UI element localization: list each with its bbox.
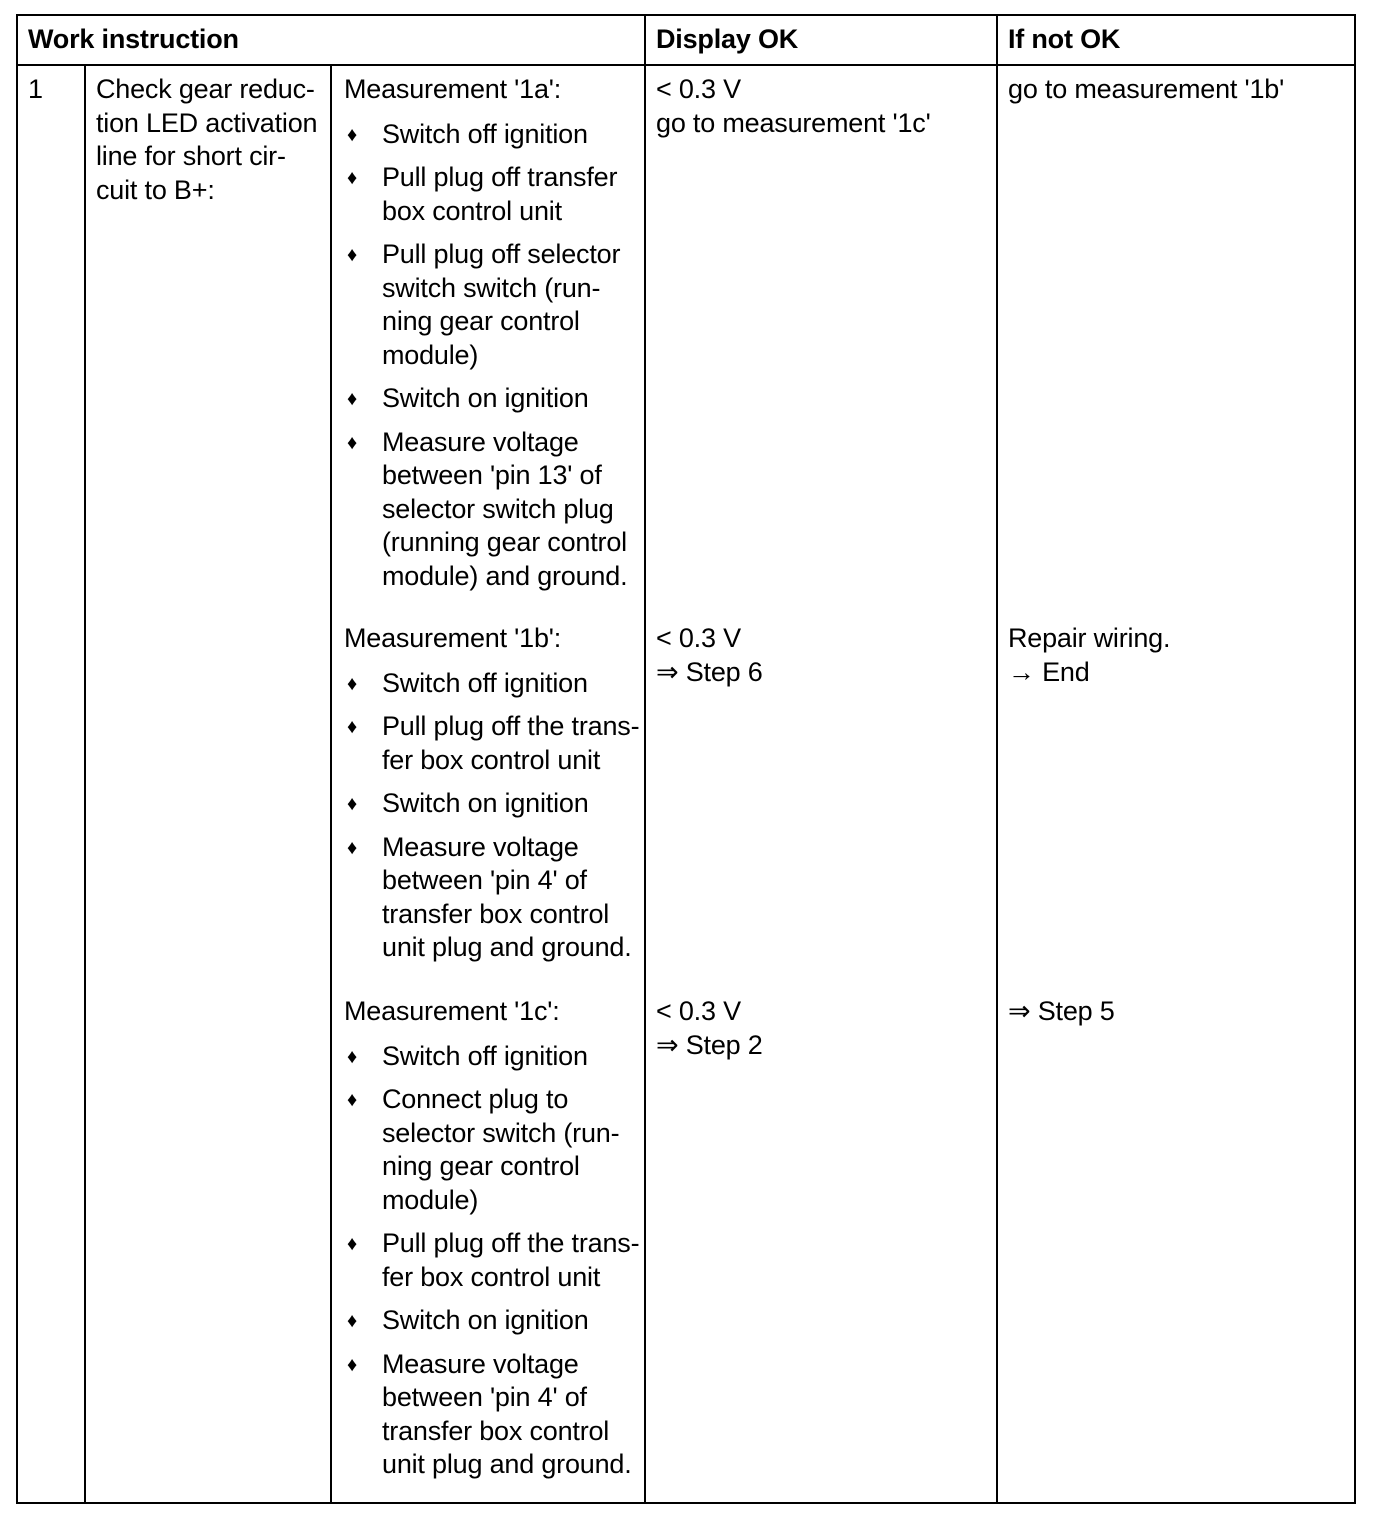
step-text-line: Measure voltage (382, 1348, 579, 1379)
display-ok-line: go to measurement '1c' (656, 107, 931, 138)
step-text-line: Switch off ignition (382, 667, 588, 698)
diamond-bullet-icon: ♦ (347, 1045, 358, 1068)
step-text-line: Pull plug off the trans- (382, 1228, 640, 1258)
step-text-line: unit plug and ground. (382, 932, 632, 962)
diamond-bullet-icon: ♦ (347, 388, 358, 410)
description-line: Check gear reduc- (96, 74, 315, 104)
col-divider-if-not-ok (996, 16, 998, 1502)
step-text-line: switch switch (run- (382, 272, 601, 303)
col-divider-number (84, 66, 86, 1502)
measurement-1c-display-ok (656, 995, 763, 1062)
step-text-line: Pull plug off the trans- (382, 711, 640, 741)
diamond-bullet-icon: ♦ (347, 793, 358, 815)
step-text-line: Switch on ignition (382, 1305, 589, 1335)
measurement-1b-display-ok (656, 622, 763, 689)
step-text-line: ning gear control (382, 1151, 580, 1181)
measurement-title: Measurement '1a': (344, 74, 562, 104)
measurement-title: Measurement '1b': (344, 623, 562, 653)
step-text-line: Pull plug off selector (382, 239, 621, 269)
measurement-1a-if-not-ok (1008, 73, 1284, 107)
if-not-ok-line: → End (1008, 656, 1090, 687)
work-instruction-table (16, 14, 1356, 1504)
measurement-1b-block (344, 622, 644, 975)
step-text-line: (running gear control (382, 527, 627, 557)
measurement-1a-block (344, 73, 644, 603)
diamond-bullet-icon: ♦ (347, 1089, 358, 1111)
step-text-line: selector switch (run- (382, 1117, 620, 1148)
display-ok-line: < 0.3 V (656, 623, 741, 653)
step-text-line: fer box control unit (382, 744, 601, 775)
step-list (344, 1040, 644, 1482)
step-text-line: transfer box control (382, 1415, 610, 1446)
step-item (344, 1304, 644, 1338)
measurement-title: Measurement '1c': (344, 996, 560, 1026)
description-line: line for short cir- (96, 141, 286, 171)
step-list (344, 667, 644, 965)
step-item (344, 161, 644, 228)
diamond-bullet-icon: ♦ (347, 1353, 358, 1376)
step-text-line: Switch off ignition (382, 1040, 588, 1071)
measurement-1b-if-not-ok (1008, 622, 1170, 689)
step-text-line: box control unit (382, 195, 562, 226)
step-list (344, 118, 644, 594)
step-text-line: fer box control unit (382, 1261, 601, 1292)
step-text-line: selector switch plug (382, 493, 614, 524)
step-item (344, 426, 644, 594)
step-text-line: Switch on ignition (382, 788, 589, 818)
step-item (344, 1083, 644, 1217)
step-text-line: Pull plug off transfer (382, 162, 618, 192)
header-separator (18, 64, 1354, 66)
step-text-line: between 'pin 4' of (382, 865, 587, 895)
diamond-bullet-icon: ♦ (347, 672, 358, 695)
step-item (344, 1227, 644, 1294)
diamond-bullet-icon: ♦ (347, 1233, 358, 1255)
step-text-line: ning gear control (382, 306, 580, 336)
step-text-line: unit plug and ground. (382, 1449, 632, 1479)
step-item (344, 787, 644, 821)
header-work-instruction: Work instruction (28, 24, 239, 54)
step-text-line: between 'pin 13' of (382, 460, 602, 490)
col-divider-display-ok (644, 16, 646, 1502)
step-text-line: Measure voltage (382, 426, 579, 457)
description-line: cuit to B+: (96, 174, 215, 205)
step-item (344, 1348, 644, 1482)
step-text-line: Connect plug to (382, 1084, 569, 1114)
header-display-ok: Display OK (656, 24, 799, 54)
diamond-bullet-icon: ♦ (347, 1310, 358, 1332)
measurement-1c-block (344, 995, 644, 1492)
step-item (344, 667, 644, 701)
step-text-line: Measure voltage (382, 831, 579, 862)
step-item (344, 1040, 644, 1074)
step-text-line: between 'pin 4' of (382, 1382, 587, 1412)
display-ok-line: < 0.3 V (656, 74, 741, 104)
diamond-bullet-icon: ♦ (347, 716, 358, 738)
step-text-line: transfer box control (382, 898, 610, 929)
row-description (96, 73, 326, 207)
step-text-line: module) (382, 339, 479, 370)
step-text-line: module) and ground. (382, 560, 628, 591)
step-item (344, 382, 644, 416)
diamond-bullet-icon: ♦ (347, 167, 358, 189)
display-ok-line: < 0.3 V (656, 996, 741, 1026)
if-not-ok-line: go to measurement '1b' (1008, 74, 1285, 104)
step-text-line: module) (382, 1184, 479, 1215)
step-item (344, 238, 644, 372)
if-not-ok-line: ⇒ Step 5 (1008, 996, 1115, 1026)
header-if-not-ok: If not OK (1008, 24, 1121, 54)
diamond-bullet-icon: ♦ (347, 431, 358, 454)
step-item (344, 710, 644, 777)
diamond-bullet-icon: ♦ (347, 244, 358, 266)
step-item (344, 118, 644, 152)
step-text-line: Switch off ignition (382, 118, 588, 149)
col-divider-description (330, 66, 332, 1502)
if-not-ok-line: Repair wiring. (1008, 623, 1171, 653)
display-ok-line: ⇒ Step 2 (656, 1029, 763, 1060)
row-number: 1 (28, 74, 43, 104)
measurement-1a-display-ok (656, 73, 931, 140)
step-text-line: Switch on ignition (382, 383, 589, 413)
description-line: tion LED activation (96, 107, 318, 138)
display-ok-line: ⇒ Step 6 (656, 656, 763, 687)
step-item (344, 831, 644, 965)
diamond-bullet-icon: ♦ (347, 123, 358, 146)
diamond-bullet-icon: ♦ (347, 836, 358, 859)
measurement-1c-if-not-ok (1008, 995, 1115, 1029)
